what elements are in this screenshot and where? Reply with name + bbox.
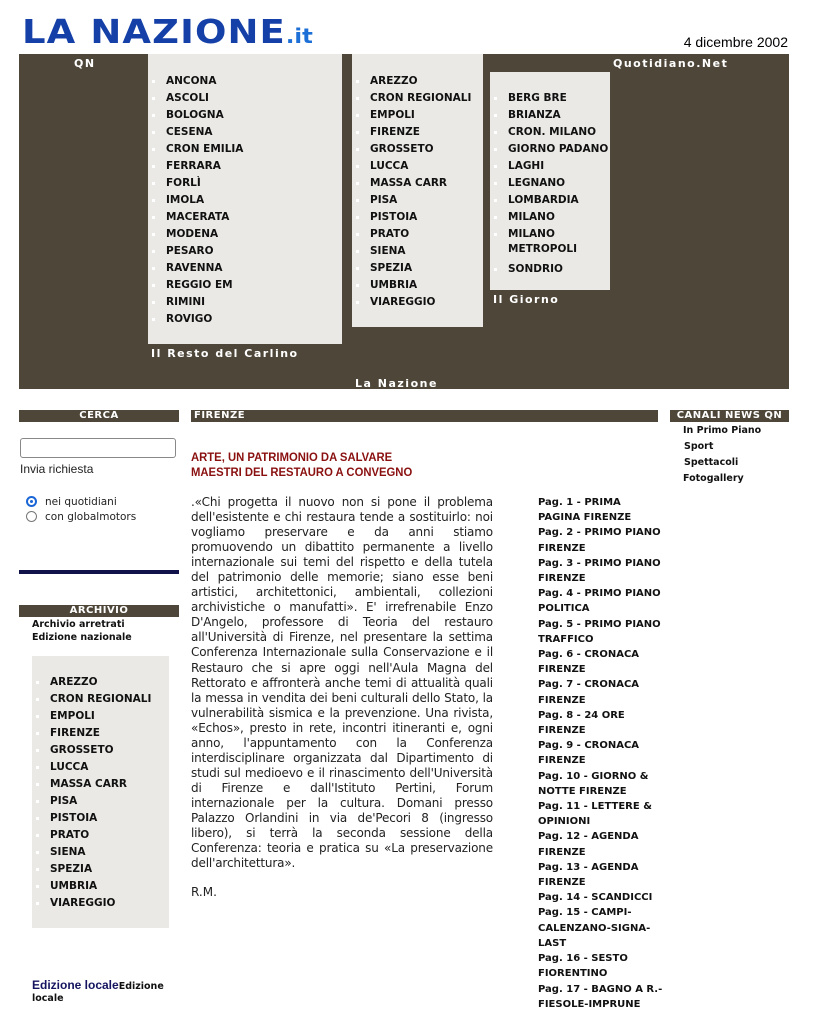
article-title-line-2: MAESTRI DEL RESTAURO A CONVEGNO bbox=[191, 465, 413, 479]
carlino-city-item-link[interactable]: RAVENNA bbox=[166, 262, 223, 274]
page-index-item-link[interactable]: Pag. 17 - BAGNO A R.-FIESOLE-IMPRUNE bbox=[538, 983, 663, 1010]
nazione-city-item[interactable] bbox=[352, 192, 483, 209]
archivio-city-item-link[interactable]: PRATO bbox=[50, 829, 90, 841]
radio-label: con globalmotors bbox=[45, 511, 137, 523]
radio-globalmotors[interactable] bbox=[26, 511, 136, 523]
carlino-city-item-link[interactable]: RIMINI bbox=[166, 296, 206, 308]
giorno-city-item-link[interactable]: MILANO bbox=[508, 211, 555, 223]
radio-unselected-icon[interactable] bbox=[26, 511, 37, 522]
nazione-label[interactable]: La Nazione bbox=[355, 377, 438, 390]
archivio-city-item[interactable] bbox=[32, 861, 169, 878]
archivio-city-item-link[interactable]: LUCCA bbox=[50, 761, 89, 773]
page-index-item[interactable] bbox=[538, 738, 663, 768]
page-index-item-link[interactable]: Pag. 2 - PRIMO PIANO FIRENZE bbox=[538, 527, 661, 554]
carlino-city-item-link[interactable]: FORLÌ bbox=[166, 177, 201, 189]
carlino-city-item[interactable] bbox=[148, 73, 342, 90]
edizione-locale-link[interactable]: Edizione locale bbox=[32, 978, 119, 992]
nazione-city-item[interactable] bbox=[352, 124, 483, 141]
archivio-city-item[interactable] bbox=[32, 895, 169, 912]
carlino-city-item[interactable] bbox=[148, 243, 342, 260]
logo-suffix-text: .it bbox=[285, 24, 313, 48]
nazione-city-item[interactable] bbox=[352, 107, 483, 124]
quotidiano-net-label[interactable]: Quotidiano.Net bbox=[613, 57, 729, 70]
archivio-city-item[interactable] bbox=[32, 691, 169, 708]
archivio-city-item-link[interactable]: GROSSETO bbox=[50, 744, 114, 756]
edizione-nazionale-link[interactable]: Edizione nazionale bbox=[32, 632, 132, 643]
archivio-city-item[interactable] bbox=[32, 827, 169, 844]
nazione-city-item[interactable] bbox=[352, 209, 483, 226]
archivio-city-item-link[interactable]: SIENA bbox=[50, 846, 86, 858]
nazione-city-item[interactable] bbox=[352, 243, 483, 260]
nazione-city-item-link[interactable]: CRON REGIONALI bbox=[370, 92, 472, 104]
giorno-city-item[interactable] bbox=[490, 261, 610, 278]
carlino-city-item-link[interactable]: IMOLA bbox=[166, 194, 205, 206]
archivio-city-item[interactable] bbox=[32, 759, 169, 776]
edizione-locale bbox=[32, 976, 164, 994]
nazione-city-item-link[interactable]: PISTOIA bbox=[370, 211, 418, 223]
nazione-city-item-link[interactable]: EMPOLI bbox=[370, 109, 415, 121]
canali-news-link[interactable]: Fotogallery bbox=[683, 473, 744, 484]
carlino-city-item-link[interactable]: ANCONA bbox=[166, 75, 217, 87]
nazione-cities-box bbox=[352, 54, 483, 327]
giorno-city-item-link[interactable]: BRIANZA bbox=[508, 109, 561, 121]
page-index-item[interactable] bbox=[538, 495, 663, 525]
archivio-city-item[interactable] bbox=[32, 708, 169, 725]
archivio-city-item-link[interactable]: MASSA CARR bbox=[50, 778, 128, 790]
nazione-city-item[interactable] bbox=[352, 226, 483, 243]
page-index-item-link[interactable]: Pag. 1 - PRIMA PAGINA FIRENZE bbox=[538, 497, 632, 524]
carlino-city-item[interactable] bbox=[148, 124, 342, 141]
archivio-city-item-link[interactable]: CRON REGIONALI bbox=[50, 693, 152, 705]
page-index-list bbox=[538, 495, 663, 1012]
archivio-arretrati-link[interactable]: Archivio arretrati bbox=[32, 619, 125, 630]
page-index-item[interactable] bbox=[538, 799, 663, 829]
nazione-city-item-link[interactable]: PRATO bbox=[370, 228, 410, 240]
carlino-city-item-link[interactable]: MODENA bbox=[166, 228, 219, 240]
page-index-item[interactable] bbox=[538, 905, 663, 951]
archivio-city-item[interactable] bbox=[32, 776, 169, 793]
nazione-city-item-link[interactable]: MASSA CARR bbox=[370, 177, 448, 189]
page-index-item[interactable] bbox=[538, 556, 663, 586]
page-index-item-link[interactable]: Pag. 10 - GIORNO & NOTTE FIRENZE bbox=[538, 770, 649, 797]
page-index-item[interactable] bbox=[538, 677, 663, 707]
giorno-city-item-link[interactable]: SONDRIO bbox=[508, 263, 563, 275]
qn-label[interactable]: QN bbox=[74, 57, 96, 70]
page-index-item-link[interactable]: Pag. 14 - SCANDICCI bbox=[538, 892, 653, 904]
giorno-city-list bbox=[490, 90, 610, 278]
archivio-city-item[interactable] bbox=[32, 793, 169, 810]
carlino-city-item[interactable] bbox=[148, 175, 342, 192]
giorno-city-item[interactable] bbox=[490, 124, 610, 141]
page-index-item[interactable] bbox=[538, 829, 663, 859]
nazione-city-item[interactable] bbox=[352, 175, 483, 192]
page-index-item[interactable] bbox=[538, 708, 663, 738]
article-title-line-1: ARTE, UN PATRIMONIO DA SALVARE bbox=[191, 450, 393, 464]
nazione-city-item[interactable] bbox=[352, 90, 483, 107]
submit-search-button[interactable]: Invia richiesta bbox=[20, 462, 94, 476]
carlino-city-item-link[interactable]: MACERATA bbox=[166, 211, 230, 223]
canali-news-link[interactable]: In Primo Piano bbox=[683, 425, 762, 436]
archivio-city-item-link[interactable]: FIRENZE bbox=[50, 727, 100, 739]
carlino-city-item-link[interactable]: CRON EMILIA bbox=[166, 143, 244, 155]
page-index-item[interactable] bbox=[538, 951, 663, 981]
article-title bbox=[191, 450, 412, 480]
giorno-city-item[interactable] bbox=[490, 192, 610, 209]
giorno-city-item[interactable] bbox=[490, 209, 610, 226]
nazione-city-item[interactable] bbox=[352, 294, 483, 311]
nazione-city-item[interactable] bbox=[352, 141, 483, 158]
canali-news-link[interactable]: Sport bbox=[684, 441, 714, 452]
page-index-item-link[interactable]: Pag. 13 - AGENDA FIRENZE bbox=[538, 861, 639, 889]
nazione-city-item-link[interactable]: PISA bbox=[370, 194, 398, 206]
page-index-item[interactable] bbox=[538, 586, 663, 616]
carlino-city-item[interactable] bbox=[148, 226, 342, 243]
canali-news-link[interactable]: Spettacoli bbox=[684, 457, 739, 468]
page-index-item-link[interactable]: Pag. 8 - 24 ORE FIRENZE bbox=[538, 709, 625, 737]
archivio-header: ARCHIVIO bbox=[19, 605, 179, 617]
archivio-city-list bbox=[32, 674, 169, 912]
giorno-cities-box bbox=[490, 72, 610, 290]
nazione-city-item[interactable] bbox=[352, 73, 483, 90]
page-index-item-link[interactable]: Pag. 4 - PRIMO PIANO POLITICA bbox=[538, 588, 661, 615]
canali-news-header: CANALI NEWS QN bbox=[670, 410, 789, 422]
page-index-item[interactable] bbox=[538, 890, 663, 905]
page-index-item-link[interactable]: Pag. 9 - CRONACA FIRENZE bbox=[538, 740, 640, 767]
giorno-city-item[interactable] bbox=[490, 107, 610, 124]
nazione-city-item-link[interactable]: FIRENZE bbox=[370, 126, 420, 138]
page-index-item[interactable] bbox=[538, 647, 663, 677]
carlino-cities-box bbox=[148, 54, 342, 344]
nazione-city-item-link[interactable]: UMBRIA bbox=[370, 279, 418, 291]
site-logo[interactable] bbox=[22, 12, 313, 56]
nazione-city-item[interactable] bbox=[352, 277, 483, 294]
giorno-city-item-link[interactable]: GIORNO PADANO bbox=[508, 143, 609, 155]
carlino-city-list bbox=[148, 73, 342, 328]
archivio-city-item-link[interactable]: UMBRIA bbox=[50, 880, 98, 892]
nazione-city-item-link[interactable]: SIENA bbox=[370, 245, 406, 257]
giorno-city-item[interactable] bbox=[490, 141, 610, 158]
page-index-item-link[interactable]: Pag. 12 - AGENDA FIRENZE bbox=[538, 831, 639, 858]
page-index-item-link[interactable]: Pag. 5 - PRIMO PIANO TRAFFICO bbox=[538, 618, 661, 645]
carlino-city-item-link[interactable]: CESENA bbox=[166, 126, 213, 138]
archivio-city-item-link[interactable]: PISA bbox=[50, 795, 78, 807]
archivio-city-item[interactable] bbox=[32, 810, 169, 827]
carlino-city-item[interactable] bbox=[148, 311, 342, 328]
nazione-city-item-link[interactable]: SPEZIA bbox=[370, 262, 413, 274]
page-index-item-link[interactable]: Pag. 3 - PRIMO PIANO FIRENZE bbox=[538, 557, 661, 585]
radio-label: nei quotidiani bbox=[45, 496, 117, 508]
logo-main-text: LA NAZIONE bbox=[22, 12, 286, 51]
carlino-label[interactable]: Il Resto del Carlino bbox=[151, 347, 299, 360]
giorno-city-item-link[interactable]: LOMBARDIA bbox=[508, 194, 579, 206]
carlino-city-item-link[interactable]: REGGIO EM bbox=[166, 279, 233, 291]
giorno-city-item-link[interactable]: LEGNANO bbox=[508, 177, 566, 189]
carlino-city-item[interactable] bbox=[148, 158, 342, 175]
date-label: 4 dicembre 2002 bbox=[683, 34, 788, 50]
divider bbox=[19, 570, 179, 574]
nazione-city-item-link[interactable]: LUCCA bbox=[370, 160, 409, 172]
giorno-city-item[interactable] bbox=[490, 90, 610, 107]
archivio-city-item-link[interactable]: SPEZIA bbox=[50, 863, 93, 875]
edizione-locale-small-1[interactable]: Edizione bbox=[118, 981, 164, 992]
carlino-city-item-link[interactable]: ROVIGO bbox=[166, 313, 213, 325]
giorno-city-item[interactable] bbox=[490, 175, 610, 192]
page-index-item-link[interactable]: Pag. 6 - CRONACA FIRENZE bbox=[538, 649, 640, 676]
giorno-city-item-link[interactable]: CRON. MILANO bbox=[508, 126, 597, 138]
archivio-city-item[interactable] bbox=[32, 742, 169, 759]
nazione-city-item[interactable] bbox=[352, 158, 483, 175]
carlino-city-item[interactable] bbox=[148, 192, 342, 209]
edizione-locale-small-2[interactable]: locale bbox=[32, 993, 64, 1004]
carlino-city-item-link[interactable]: FERRARA bbox=[166, 160, 221, 172]
giorno-city-item-link[interactable]: MILANO METROPOLI bbox=[508, 228, 578, 255]
giorno-label[interactable]: Il Giorno bbox=[493, 293, 560, 306]
giorno-city-item-link[interactable]: LAGHI bbox=[508, 160, 545, 172]
carlino-city-item[interactable] bbox=[148, 294, 342, 311]
carlino-city-item[interactable] bbox=[148, 107, 342, 124]
nazione-city-item-link[interactable]: VIAREGGIO bbox=[370, 296, 436, 308]
page-index-item-link[interactable]: Pag. 11 - LETTERE & OPINIONI bbox=[538, 801, 652, 828]
carlino-city-item[interactable] bbox=[148, 260, 342, 277]
giorno-city-item[interactable] bbox=[490, 158, 610, 175]
nazione-city-item[interactable] bbox=[352, 260, 483, 277]
article-body: .«Chi progetta il nuovo non si pone il problema dell'esistente e chi restaura tende a sostituirlo: noi vogliamo preservare e da anni stiamo promuovendo un dibattito permanente a livello internazionale sui temi del rispetto e della tutela del patrimonio delle memorie; siano esse beni artistici, architettonici, ambientali, collezioni archivistiche o manufatti». E' irrefrenabile Enzo D'Angelo, professore di Teoria del restauro all'Università di Firenze, nel presentare la settima Conferenza Internazionale sulla Conservazione e il Restauro che si apre oggi nell'Aula Magna del Rettorato e affronterà anche temi di attualità quali la messa in vendita dei beni culturali dello Stato, la vulnerabilità sismica e la prevenzione. Una rivista, «Echos», presto in rete, incontri itineranti e, ogni anno, l'appuntamento con la Conferenza interdisciplinare organizzata dal Dipartimento di studi sul medioevo e il rinascimento dell'Università di Firenze e dall'Istituto Pertini, Forum internazionale per la cultura. Domani presso Palazzo Orlandini in via de'Pecori 8 (ingresso libero), si terrà la seconda sessione della Conferenza: teoria e pratica su «La preservazione dell'architettura». bbox=[191, 495, 493, 871]
giorno-city-item-link[interactable]: BERG BRE bbox=[508, 92, 567, 104]
carlino-city-item[interactable] bbox=[148, 277, 342, 294]
page-index-item[interactable] bbox=[538, 525, 663, 555]
archivio-cities-box bbox=[32, 656, 169, 928]
archivio-city-item-link[interactable]: AREZZO bbox=[50, 676, 98, 688]
archivio-city-item[interactable] bbox=[32, 844, 169, 861]
canali-news-list bbox=[683, 423, 761, 487]
nazione-city-item-link[interactable]: GROSSETO bbox=[370, 143, 434, 155]
carlino-city-item-link[interactable]: PESARO bbox=[166, 245, 214, 257]
page-index-item[interactable] bbox=[538, 617, 663, 647]
page-index-item[interactable] bbox=[538, 860, 663, 890]
archivio-city-item[interactable] bbox=[32, 878, 169, 895]
archivio-city-item-link[interactable]: PISTOIA bbox=[50, 812, 98, 824]
carlino-city-item[interactable] bbox=[148, 209, 342, 226]
carlino-city-item-link[interactable]: ASCOLI bbox=[166, 92, 209, 104]
article-author: R.M. bbox=[191, 885, 217, 899]
radio-selected-icon[interactable] bbox=[26, 496, 37, 507]
carlino-city-item[interactable] bbox=[148, 90, 342, 107]
page-index-item-link[interactable]: Pag. 16 - SESTO FIORENTINO bbox=[538, 953, 628, 980]
carlino-city-item-link[interactable]: BOLOGNA bbox=[166, 109, 224, 121]
page-index-item[interactable] bbox=[538, 982, 663, 1012]
page-index-item-link[interactable]: Pag. 15 - CAMPI-CALENZANO-SIGNA-LAST bbox=[538, 907, 651, 949]
archivio-city-item-link[interactable]: EMPOLI bbox=[50, 710, 95, 722]
radio-nei-quotidiani[interactable] bbox=[26, 496, 117, 508]
archivio-city-item[interactable] bbox=[32, 725, 169, 742]
giorno-city-item[interactable] bbox=[490, 226, 588, 261]
archivio-city-item[interactable] bbox=[32, 674, 169, 691]
nazione-city-list bbox=[352, 73, 483, 311]
search-input[interactable] bbox=[20, 438, 176, 458]
archivio-city-item-link[interactable]: VIAREGGIO bbox=[50, 897, 116, 909]
nazione-city-item-link[interactable]: AREZZO bbox=[370, 75, 418, 87]
page-index-item-link[interactable]: Pag. 7 - CRONACA FIRENZE bbox=[538, 679, 640, 706]
carlino-city-item[interactable] bbox=[148, 141, 342, 158]
cerca-header: CERCA bbox=[19, 410, 179, 422]
section-header-firenze: FIRENZE bbox=[191, 410, 658, 422]
page-index-item[interactable] bbox=[538, 769, 663, 799]
